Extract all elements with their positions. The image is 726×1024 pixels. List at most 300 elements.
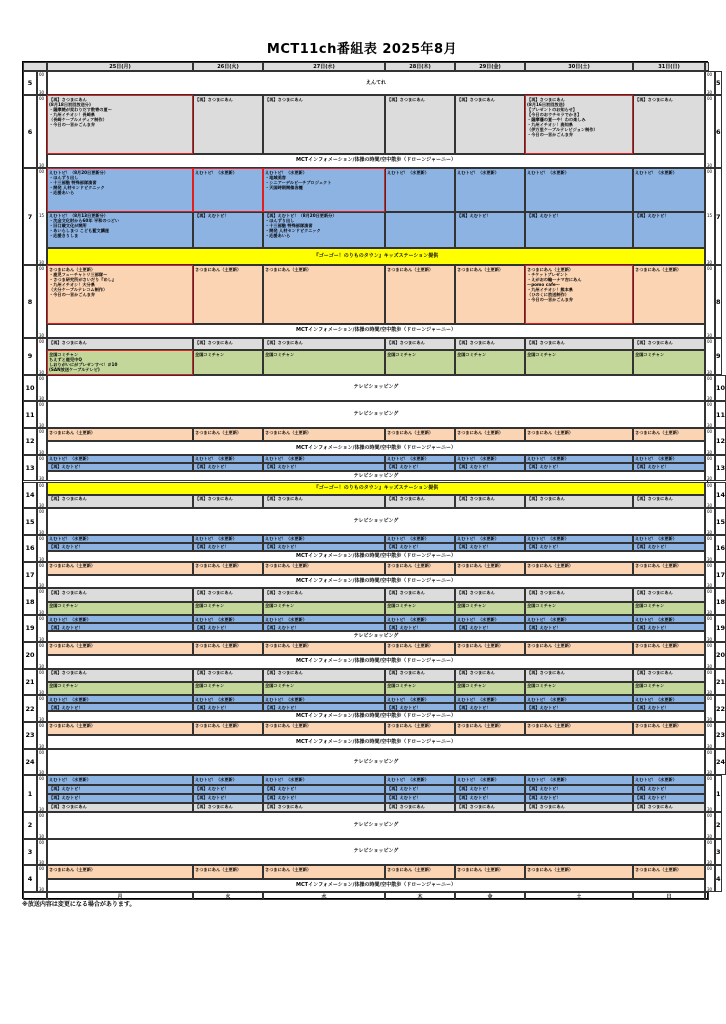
program-cell[interactable]: 【再】さつまにあん — [385, 338, 455, 350]
program-cell[interactable]: 全国コミチャン — [47, 682, 193, 695]
program-cell[interactable]: さつまにあん（土更新） — [525, 722, 633, 735]
minute-mark: 00 — [707, 375, 713, 381]
minute-marks-left — [37, 749, 47, 776]
minute-mark: 00 — [39, 669, 45, 675]
day-header: 30日(土) — [525, 62, 633, 71]
program-banner[interactable]: MCTインフォメーション/体操の時間/空中散歩（ドローンジャーニー） — [47, 575, 705, 588]
program-cell[interactable]: 【再】えむトピ！ — [525, 785, 633, 794]
hour-label-right: 13 — [715, 455, 726, 482]
program-cell[interactable]: 全国コミチャン — [633, 682, 705, 695]
program-cell[interactable]: 全国コミチャン — [193, 682, 263, 695]
program-cell[interactable]: さつまにあん（土更新） — [525, 642, 633, 655]
program-cell[interactable]: 【再】さつまにあん — [525, 495, 633, 508]
hour-label-left: 16 — [23, 535, 37, 562]
program-cell[interactable]: 全国コミチャン — [525, 602, 633, 615]
program-cell[interactable]: えむトピ！（水更新） — [455, 535, 525, 543]
program-cell[interactable]: 【再】えむトピ！ — [193, 212, 263, 248]
program-cell[interactable]: 【再】さつまにあん — [263, 338, 385, 350]
program-cell[interactable]: 【再】えむトピ！ — [263, 463, 385, 471]
program-cell[interactable]: 【再】さつまにあん (8月18日初回放送分) ・薩摩焼が変わりだす数寄の夏〜 ・九州イチオシ！長崎県 （長崎ケーブルメディア制作） ・今日の一言かごんま弁 — [47, 95, 193, 153]
program-cell[interactable]: 【再】えむトピ！ — [633, 623, 705, 631]
program-cell[interactable]: さつまにあん（土更新） — [385, 722, 455, 735]
program-cell[interactable] — [385, 212, 455, 248]
program-cell[interactable]: えむトピ！（8月13日更新分） ・沈金文化財から60年 平和のつどい ・旧口歳文化が開所 ・あいらしまつ こども藍文講座 ・応援きりしま — [47, 212, 193, 248]
program-cell[interactable]: さつまにあん（土更新） — [525, 562, 633, 575]
program-cell[interactable]: 【再】さつまにあん — [455, 95, 525, 153]
program-cell[interactable]: えむトピ！（水更新） — [633, 615, 705, 623]
minute-marks-right — [705, 695, 715, 722]
hour-label-right: 23 — [715, 722, 726, 749]
program-cell[interactable]: 全国コミチャン — [263, 682, 385, 695]
program-cell[interactable]: 【再】さつまにあん — [385, 495, 455, 508]
program-cell[interactable]: 【再】さつまにあん — [193, 95, 263, 153]
program-cell[interactable]: えむトピ！（水更新） ・地域美容 ・シニアーデルビーチプロジェクト ・天国時期開催各種 — [263, 168, 385, 212]
program-cell[interactable]: さつまにあん（土更新） — [455, 428, 525, 441]
minute-marks-left — [37, 669, 47, 696]
program-banner[interactable]: MCTインフォメーション/体操の時間/空中散歩（ドローンジャーニー） — [47, 735, 705, 748]
program-cell[interactable]: 【再】さつまにあん — [263, 588, 385, 601]
program-cell[interactable]: 【再】さつまにあん — [193, 669, 263, 682]
hour-label-left: 20 — [23, 642, 37, 669]
minute-marks-right — [705, 865, 715, 892]
program-cell[interactable]: 【再】えむトピ！ — [525, 703, 633, 711]
minute-marks-right — [705, 168, 715, 265]
program-banner[interactable]: 『ゴーゴー！のりものタウン』キッズステーション提供 — [47, 482, 705, 495]
minute-mark: 30 — [707, 663, 713, 669]
hour-label-left: 21 — [23, 669, 37, 696]
program-cell[interactable]: 【再】えむトピ！ — [47, 785, 193, 794]
minute-mark: 30 — [707, 770, 713, 776]
program-cell[interactable]: 【再】えむトピ！ — [633, 212, 705, 248]
hour-label-left: 6 — [23, 95, 37, 168]
program-cell[interactable]: 【再】えむトピ！ — [633, 794, 705, 803]
program-cell[interactable]: えむトピ！（水更新） — [525, 775, 633, 784]
program-cell[interactable]: えむトピ！（水更新） — [385, 455, 455, 463]
program-cell[interactable]: えむトピ！（8月20日更新分） ・ほんずり出し ・十三部塾 特殊部隊演習 ・開発 人材センドピクニック ・応援あいら — [47, 168, 193, 212]
program-cell[interactable]: えむトピ！（水更新） — [193, 695, 263, 703]
program-cell[interactable]: えむトピ！（水更新） — [193, 775, 263, 784]
program-cell[interactable]: 【再】えむトピ！ — [385, 543, 455, 551]
program-cell[interactable]: えむトピ！（水更新） — [633, 775, 705, 784]
program-cell[interactable]: 全国コミチャン — [455, 682, 525, 695]
program-cell[interactable]: さつまにあん（土更新） — [455, 562, 525, 575]
minute-mark: 30 — [707, 476, 713, 482]
program-cell[interactable]: えむトピ！（水更新） — [633, 168, 705, 212]
minute-mark: 00 — [707, 669, 713, 675]
program-cell[interactable]: えむトピ！（水更新） — [47, 455, 193, 463]
day-header: 26日(火) — [193, 62, 263, 71]
program-cell[interactable]: 【再】さつまにあん — [525, 669, 633, 682]
program-cell[interactable]: えむトピ！（水更新） — [525, 695, 633, 703]
program-cell[interactable]: 【再】さつまにあん — [193, 495, 263, 508]
program-cell[interactable]: 【再】さつまにあん — [455, 338, 525, 350]
program-cell[interactable]: えむトピ！（水更新） — [633, 455, 705, 463]
program-cell[interactable]: 【再】えむトピ！ — [633, 463, 705, 471]
program-cell[interactable]: 【再】えむトピ！ — [385, 623, 455, 631]
minute-mark: 00 — [39, 642, 45, 648]
minute-mark: 00 — [707, 749, 713, 755]
program-cell[interactable]: さつまにあん（土更新） — [525, 865, 633, 878]
hour-label-left: 15 — [23, 508, 37, 535]
program-banner[interactable]: MCTインフォメーション/体操の時間/空中散歩（ドローンジャーニー） — [47, 711, 705, 722]
program-cell[interactable]: 【再】さつまにあん — [633, 669, 705, 682]
program-banner[interactable]: テレビショッピング — [47, 401, 705, 428]
program-cell[interactable]: えむトピ！（水更新） — [385, 168, 455, 212]
program-cell[interactable]: 【再】えむトピ！ — [633, 703, 705, 711]
program-cell[interactable]: えむトピ！（水更新） — [633, 695, 705, 703]
program-cell[interactable]: 【再】えむトピ！ — [263, 623, 385, 631]
program-cell[interactable]: 【再】えむトピ！ — [193, 794, 263, 803]
hour-label-left: 4 — [23, 865, 37, 892]
hour-label-right: 3 — [715, 839, 722, 866]
program-cell[interactable]: えむトピ！（水更新） — [385, 695, 455, 703]
program-cell[interactable]: さつまにあん（土更新） — [455, 642, 525, 655]
program-cell[interactable]: 【再】さつまにあん — [47, 588, 193, 601]
hour-label-left: 3 — [23, 839, 37, 866]
minute-marks-left — [37, 588, 47, 615]
minute-mark: 30 — [39, 333, 45, 339]
program-cell[interactable]: さつまにあん（土更新） — [263, 265, 385, 323]
program-cell[interactable]: 【再】えむトピ！ — [385, 463, 455, 471]
program-banner[interactable]: テレビショッピング — [47, 508, 705, 535]
day-header: 28日(木) — [385, 62, 455, 71]
program-cell[interactable]: 【再】さつまにあん — [47, 338, 193, 350]
program-banner[interactable]: テレビショッピング — [47, 375, 705, 402]
program-cell[interactable]: さつまにあん（土更新） — [47, 722, 193, 735]
program-cell[interactable]: 全国コミチャン — [633, 350, 705, 374]
minute-marks-right — [705, 508, 715, 535]
program-cell[interactable]: さつまにあん（土更新） — [263, 722, 385, 735]
program-cell[interactable]: えむトピ！（水更新） — [263, 455, 385, 463]
program-cell[interactable]: えむトピ！（水更新） — [263, 615, 385, 623]
program-cell[interactable]: えむトピ！（水更新） — [455, 695, 525, 703]
program-cell[interactable]: さつまにあん（土更新） — [455, 722, 525, 735]
program-cell[interactable]: えむトピ！（水更新） — [193, 615, 263, 623]
program-cell[interactable]: 【再】さつまにあん — [633, 95, 705, 153]
program-cell[interactable]: 【再】さつまにあん — [525, 338, 633, 350]
program-cell[interactable]: 全国コミチャン — [263, 602, 385, 615]
program-cell[interactable]: 【再】さつまにあん — [263, 803, 385, 812]
program-cell[interactable]: えむトピ！（水更新） — [263, 695, 385, 703]
minute-mark: 00 — [707, 589, 713, 595]
program-cell[interactable]: えむトピ！（水更新） — [385, 535, 455, 543]
program-cell[interactable]: えむトピ！（水更新） — [263, 535, 385, 543]
program-cell[interactable]: 【再】さつまにあん — [525, 588, 633, 601]
minute-mark: 00 — [707, 616, 713, 622]
hour-label-right: 16 — [715, 535, 726, 562]
minute-marks-left — [37, 455, 47, 482]
program-cell[interactable]: えむトピ！（水更新） — [47, 535, 193, 543]
program-cell[interactable]: 【再】えむトピ！ — [385, 794, 455, 803]
program-cell[interactable]: 【再】さつまにあん — [385, 803, 455, 812]
program-cell[interactable]: 【再】さつまにあん (8月16日初回放送) 【プレゼントのお知らせ】 【今日のおウチセラでかき】 ・薩摩藩の夏ーや！わの楽しみ ・九州イチオシ！高知県 （伊万里ケーブルテレビジョン制作） ・今日の一言かごんま弁 — [525, 95, 633, 153]
program-cell[interactable]: 【再】えむトピ！ — [385, 785, 455, 794]
program-cell[interactable]: 全国コミチャン — [633, 602, 705, 615]
minute-mark: 00 — [39, 589, 45, 595]
program-cell[interactable]: 【再】えむトピ！（8月20日更新分） ・ほんずり出し ・十三部塾 特殊部隊演習 ・開発 人材センドピクニック ・応援あいら — [263, 212, 385, 248]
program-cell[interactable]: 【再】えむトピ！ — [525, 794, 633, 803]
program-cell[interactable]: さつまにあん（土更新） — [385, 642, 455, 655]
program-cell[interactable]: 全国コミチャン — [455, 350, 525, 374]
minute-mark: 00 — [39, 866, 45, 872]
program-cell[interactable]: 【再】えむトピ！ — [47, 623, 193, 631]
program-banner[interactable]: MCTインフォメーション/体操の時間/空中散歩（ドローンジャーニー） — [47, 551, 705, 562]
program-banner[interactable]: MCTインフォメーション/体操の時間/空中散歩（ドローンジャーニー） — [47, 879, 705, 892]
hour-label-right: 5 — [715, 71, 722, 95]
program-cell[interactable]: さつまにあん（土更新） — [633, 865, 705, 878]
hour-label-left: 9 — [23, 338, 37, 374]
day-header: 27日(水) — [263, 62, 385, 71]
minute-mark: 00 — [707, 482, 713, 488]
program-cell[interactable]: さつまにあん（土更新） — [193, 265, 263, 323]
program-cell[interactable]: 【再】さつまにあん — [385, 95, 455, 153]
program-cell[interactable]: 【再】さつまにあん — [193, 338, 263, 350]
program-cell[interactable]: さつまにあん（土更新） — [263, 865, 385, 878]
program-cell[interactable]: 【再】さつまにあん — [47, 495, 193, 508]
program-cell[interactable]: 【再】えむトピ！ — [193, 543, 263, 551]
program-cell[interactable]: 【再】えむトピ！ — [455, 794, 525, 803]
minute-mark: 00 — [707, 455, 713, 461]
program-cell[interactable]: 【再】さつまにあん — [47, 669, 193, 682]
program-cell[interactable]: さつまにあん（土更新） — [385, 562, 455, 575]
program-cell[interactable]: さつまにあん（土更新） — [633, 428, 705, 441]
minute-mark: 00 — [707, 866, 713, 872]
program-cell[interactable]: さつまにあん（土更新） — [385, 428, 455, 441]
minute-marks-right — [705, 642, 715, 669]
program-cell[interactable]: 【再】えむトピ！ — [193, 463, 263, 471]
program-cell[interactable]: さつまにあん（土更新） — [455, 265, 525, 323]
program-cell[interactable]: さつまにあん（土更新） — [633, 562, 705, 575]
program-banner[interactable]: テレビショッピング — [47, 749, 705, 776]
program-cell[interactable]: えむトピ！（水更新） — [47, 775, 193, 784]
program-cell[interactable]: さつまにあん（土更新） — [385, 265, 455, 323]
hour-label-left: 24 — [23, 749, 37, 776]
minute-mark: 00 — [707, 266, 713, 272]
minute-marks-left — [37, 865, 47, 892]
minute-mark: 15 — [39, 212, 45, 218]
program-cell[interactable]: えむトピ！（水更新） — [525, 168, 633, 212]
program-cell[interactable]: 【再】えむトピ！ — [47, 703, 193, 711]
program-cell[interactable]: さつまにあん（土更新） — [263, 428, 385, 441]
program-cell[interactable]: 【再】えむトピ！ — [385, 703, 455, 711]
program-cell[interactable]: えむトピ！（水更新） — [633, 535, 705, 543]
minute-mark: 00 — [39, 482, 45, 488]
program-cell[interactable]: えむトピ！（水更新） — [455, 615, 525, 623]
program-cell[interactable]: 【再】えむトピ！ — [633, 785, 705, 794]
minute-marks-left — [37, 839, 47, 866]
program-banner[interactable]: えんてれ — [47, 71, 705, 95]
program-cell[interactable]: さつまにあん（土更新） ・鹿児フューチャトリ三部隊〜 ・さつま研究所がさいだり『めし』 ・九州イチオシ！大分県 （大分ケーブルテレコム制作） ・今日の一言かごんま弁 — [47, 265, 193, 323]
program-cell[interactable]: 全国コミチャン — [263, 350, 385, 374]
hour-label-right: 4 — [715, 865, 722, 892]
program-cell[interactable]: さつまにあん（土更新） — [193, 865, 263, 878]
program-banner[interactable]: MCTインフォメーション/体操の時間/空中散歩（ドローンジャーニー） — [47, 154, 705, 169]
program-cell[interactable]: えむトピ！（水更新） — [263, 775, 385, 784]
minute-mark: 30 — [707, 423, 713, 429]
program-cell[interactable]: 【再】えむトピ！ — [263, 703, 385, 711]
program-cell[interactable]: 全国コミチャン — [385, 350, 455, 374]
program-cell[interactable]: 【再】えむトピ！ — [193, 703, 263, 711]
program-cell[interactable]: 【再】えむトピ！ — [263, 794, 385, 803]
day-header: 25日(月) — [47, 62, 193, 71]
program-cell[interactable]: 【再】さつまにあん — [525, 803, 633, 812]
minute-mark: 30 — [39, 806, 45, 812]
program-cell[interactable]: 【再】さつまにあん — [455, 495, 525, 508]
program-cell[interactable]: えむトピ！（水更新） — [455, 775, 525, 784]
program-cell[interactable]: さつまにあん（土更新） — [193, 722, 263, 735]
minute-mark: 30 — [39, 476, 45, 482]
program-cell[interactable]: えむトピ！（水更新） — [385, 775, 455, 784]
minute-marks-left — [37, 775, 47, 811]
program-cell[interactable]: 【再】えむトピ！ — [455, 703, 525, 711]
program-cell[interactable]: 【再】えむトピ！ — [633, 543, 705, 551]
hour-label-left: 13 — [23, 455, 37, 482]
program-cell[interactable]: さつまにあん（土更新） — [47, 642, 193, 655]
program-cell[interactable]: 【再】さつまにあん — [633, 338, 705, 350]
program-cell[interactable]: えむトピ！（水更新） — [193, 535, 263, 543]
program-cell[interactable]: 全国コミチャン — [47, 602, 193, 615]
hour-label-left: 14 — [23, 482, 37, 509]
minute-mark: 00 — [707, 429, 713, 435]
program-cell[interactable]: 【再】えむトピ！ — [525, 212, 633, 248]
footer-day: 土 — [525, 892, 633, 900]
program-cell[interactable]: 全国コミチャン ちえずと鹿児中Q しおりがいにがプレゼンすべ！＃10 (SAN放送ケーブルテレビ) — [47, 350, 193, 374]
program-cell[interactable]: えむトピ！（水更新） — [193, 455, 263, 463]
program-cell[interactable]: 【再】えむトピ！ — [525, 623, 633, 631]
program-banner[interactable]: MCTインフォメーション/体操の時間/空中散歩（ドローンジャーニー） — [47, 441, 705, 454]
program-cell[interactable]: さつまにあん（土更新） — [633, 642, 705, 655]
hour-label-right: 24 — [715, 749, 726, 776]
program-cell[interactable]: 【再】えむトピ！ — [455, 212, 525, 248]
program-cell[interactable]: さつまにあん（土更新） — [193, 642, 263, 655]
minute-marks-left — [37, 615, 47, 642]
minute-marks-left — [37, 71, 47, 95]
program-cell[interactable]: 【再】さつまにあん — [455, 669, 525, 682]
program-cell[interactable]: 【再】えむトピ！ — [455, 623, 525, 631]
program-banner[interactable]: テレビショッピング — [47, 631, 705, 642]
program-cell[interactable]: 全国コミチャン — [385, 682, 455, 695]
program-cell[interactable]: 【再】さつまにあん — [633, 803, 705, 812]
minute-mark: 30 — [39, 90, 45, 96]
page-title: MCT11ch番組表 2025年8月 — [266, 42, 458, 57]
program-cell[interactable]: えむトピ！（水更新） — [385, 615, 455, 623]
minute-mark: 30 — [707, 860, 713, 866]
minute-mark: 30 — [39, 770, 45, 776]
minute-mark: 00 — [39, 535, 45, 541]
program-cell[interactable]: 全国コミチャン — [455, 602, 525, 615]
minute-mark: 30 — [39, 886, 45, 892]
minute-mark: 00 — [707, 535, 713, 541]
program-cell[interactable]: 【再】えむトピ！ — [263, 543, 385, 551]
program-cell[interactable]: 【再】さつまにあん — [455, 803, 525, 812]
program-cell[interactable]: さつまにあん（土更新） — [263, 562, 385, 575]
program-cell[interactable]: さつまにあん（土更新） — [633, 265, 705, 323]
program-cell[interactable]: 【再】さつまにあん — [633, 588, 705, 601]
program-cell[interactable]: さつまにあん（土更新） — [263, 642, 385, 655]
program-cell[interactable]: 【再】さつまにあん — [263, 495, 385, 508]
program-cell[interactable]: 【再】えむトピ！ — [525, 543, 633, 551]
program-banner[interactable]: テレビショッピング — [47, 812, 705, 839]
minute-mark: 00 — [39, 266, 45, 272]
program-cell[interactable]: えむトピ！（水更新） — [47, 615, 193, 623]
hour-label-right: 10 — [715, 375, 726, 402]
program-cell[interactable]: 【再】さつまにあん — [193, 803, 263, 812]
program-cell[interactable]: さつまにあん（土更新） ・チケットプレゼント ・えがおの輪ーナマ吉にあん 〜pomo cafe〜 ・九州イチオシ！熊本県 （ひのくに放送制作） ・今日の一言かごんま弁 — [525, 265, 633, 323]
hour-label-left: 19 — [23, 615, 37, 642]
program-cell[interactable]: さつまにあん（土更新） — [47, 865, 193, 878]
program-banner[interactable]: MCTインフォメーション/体操の時間/空中散歩（ドローンジャーニー） — [47, 655, 705, 668]
program-cell[interactable]: 【再】さつまにあん — [263, 95, 385, 153]
program-cell[interactable]: さつまにあん（土更新） — [47, 428, 193, 441]
program-cell[interactable]: 【再】えむトピ！ — [455, 785, 525, 794]
program-cell[interactable]: 【再】さつまにあん — [385, 669, 455, 682]
program-cell[interactable]: えむトピ！（水更新） — [455, 455, 525, 463]
program-banner[interactable]: テレビショッピング — [47, 471, 705, 482]
program-cell[interactable]: 全国コミチャン — [193, 602, 263, 615]
program-cell[interactable]: 【再】えむトピ！ — [47, 463, 193, 471]
program-cell[interactable]: 【再】さつまにあん — [263, 669, 385, 682]
program-cell[interactable]: 全国コミチャン — [525, 350, 633, 374]
program-cell[interactable]: 【再】えむトピ！ — [525, 463, 633, 471]
program-cell[interactable]: 【再】さつまにあん — [47, 803, 193, 812]
program-cell[interactable]: さつまにあん（土更新） — [525, 428, 633, 441]
minute-mark: 30 — [39, 690, 45, 696]
program-cell[interactable]: 【再】さつまにあん — [633, 495, 705, 508]
program-cell[interactable]: えむトピ！（水更新） — [193, 168, 263, 212]
hour-label-right: 14 — [715, 482, 726, 509]
minute-mark: 00 — [39, 616, 45, 622]
program-cell[interactable]: 全国コミチャン — [385, 602, 455, 615]
minute-marks-left — [37, 535, 47, 562]
program-cell[interactable]: 【再】えむトピ！ — [47, 794, 193, 803]
program-cell[interactable]: 【再】えむトピ！ — [455, 543, 525, 551]
program-cell[interactable]: えむトピ！（水更新） — [455, 168, 525, 212]
program-cell[interactable]: 【再】さつまにあん — [385, 588, 455, 601]
program-banner[interactable]: テレビショッピング — [47, 839, 705, 866]
program-cell[interactable]: 全国コミチャン — [525, 682, 633, 695]
minute-mark: 00 — [39, 562, 45, 568]
program-cell[interactable]: 【再】えむトピ！ — [193, 785, 263, 794]
program-cell[interactable]: さつまにあん（土更新） — [47, 562, 193, 575]
minute-mark: 30 — [707, 886, 713, 892]
program-cell[interactable]: えむトピ！（水更新） — [525, 615, 633, 623]
program-cell[interactable]: 全国コミチャン — [193, 350, 263, 374]
program-cell[interactable]: 【再】えむトピ！ — [263, 785, 385, 794]
program-cell[interactable]: えむトピ！（水更新） — [525, 535, 633, 543]
program-cell[interactable]: 【再】えむトピ！ — [193, 623, 263, 631]
program-banner[interactable]: MCTインフォメーション/体操の時間/空中散歩（ドローンジャーニー） — [47, 324, 705, 339]
program-cell[interactable]: さつまにあん（土更新） — [385, 865, 455, 878]
program-cell[interactable]: えむトピ！（水更新） — [525, 455, 633, 463]
program-cell[interactable]: えむトピ！（水更新） — [47, 695, 193, 703]
program-cell[interactable]: さつまにあん（土更新） — [193, 428, 263, 441]
minute-mark: 30 — [707, 556, 713, 562]
minute-marks-left — [37, 95, 47, 168]
program-cell[interactable]: 【再】さつまにあん — [455, 588, 525, 601]
program-cell[interactable]: さつまにあん（土更新） — [193, 562, 263, 575]
hour-label-left: 11 — [23, 401, 37, 428]
program-banner[interactable]: 『ゴーゴー！のりものタウン』キッズステーション提供 — [47, 248, 705, 265]
minute-mark: 30 — [39, 449, 45, 455]
header-corner-left — [23, 62, 47, 71]
program-cell[interactable]: さつまにあん（土更新） — [455, 865, 525, 878]
program-cell[interactable]: さつまにあん（土更新） — [633, 722, 705, 735]
day-header: 29日(金) — [455, 62, 525, 71]
program-cell[interactable]: 【再】さつまにあん — [193, 588, 263, 601]
program-cell[interactable]: 【再】えむトピ！ — [455, 463, 525, 471]
program-cell[interactable]: 【再】えむトピ！ — [47, 543, 193, 551]
hour-label-left: 12 — [23, 428, 37, 455]
